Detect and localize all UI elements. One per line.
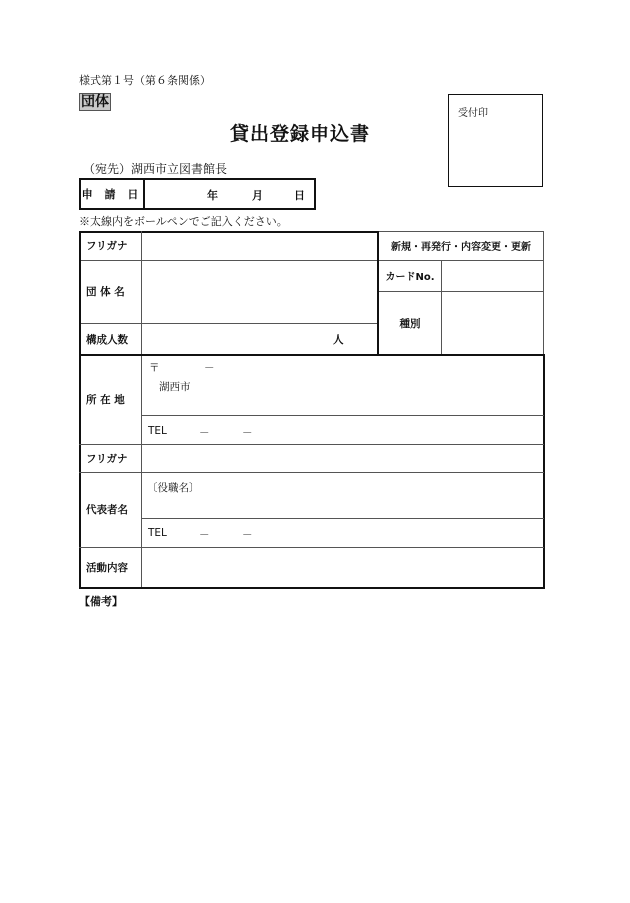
form-title: 貸出登録申込書	[229, 123, 370, 145]
grid-line	[543, 231, 544, 355]
group-name-label: 団 体 名	[86, 286, 125, 298]
group-furigana-label: フリガナ	[86, 240, 128, 252]
grid-line	[543, 354, 545, 588]
address-label: 所 在 地	[86, 393, 125, 406]
form-number: 様式第１号（第６条関係）	[79, 74, 211, 87]
representative-tel-field[interactable]	[142, 519, 542, 547]
address-tel-field[interactable]	[142, 416, 542, 444]
members-label: 構成人数	[86, 333, 128, 346]
activity-field[interactable]	[142, 548, 542, 586]
activity-label: 活動内容	[86, 561, 128, 574]
grid-line	[441, 260, 442, 355]
postal-dash: －	[204, 362, 215, 374]
address-field[interactable]	[142, 356, 542, 414]
card-status-header: 新規・再発行・内容変更・更新	[391, 242, 531, 253]
group-name-field[interactable]	[142, 261, 377, 323]
members-unit: 人	[333, 334, 344, 346]
address-city: 湖西市	[159, 381, 191, 393]
category-tag: 団体	[81, 94, 109, 110]
addressee: （宛先）湖西市立図書館長	[83, 162, 228, 176]
grid-line	[79, 231, 81, 588]
representative-furigana-field[interactable]	[142, 445, 542, 472]
address-tel-label: TEL	[148, 425, 167, 437]
address-tel-dash-1: －	[199, 427, 210, 439]
representative-tel-label: TEL	[148, 527, 167, 539]
representative-name-field[interactable]	[142, 473, 542, 518]
address-tel-dash-2: －	[242, 427, 253, 439]
instruction-note: ※太線内をボールペンでご記入ください。	[79, 215, 288, 228]
year-unit: 年	[207, 189, 218, 202]
day-unit: 日	[294, 189, 305, 202]
application-date-label: 申 請 日	[81, 180, 145, 208]
representative-furigana-label: フリガナ	[86, 452, 128, 465]
members-field[interactable]	[142, 324, 327, 354]
month-unit: 月	[252, 189, 263, 202]
representative-tel-dash-1: －	[199, 529, 210, 541]
receipt-stamp-label: 受付印	[458, 108, 488, 119]
card-no-label: カードNo.	[385, 272, 435, 283]
representative-tel-dash-2: －	[242, 529, 253, 541]
postal-mark: 〒	[149, 362, 160, 374]
grid-line	[79, 587, 545, 589]
card-type-label: 種別	[399, 317, 421, 330]
representative-label: 代表者名	[86, 504, 128, 516]
representative-title-label: 〔役職名〕	[147, 482, 200, 494]
group-furigana-field[interactable]	[142, 232, 377, 260]
remarks-label: 【備考】	[79, 595, 123, 608]
